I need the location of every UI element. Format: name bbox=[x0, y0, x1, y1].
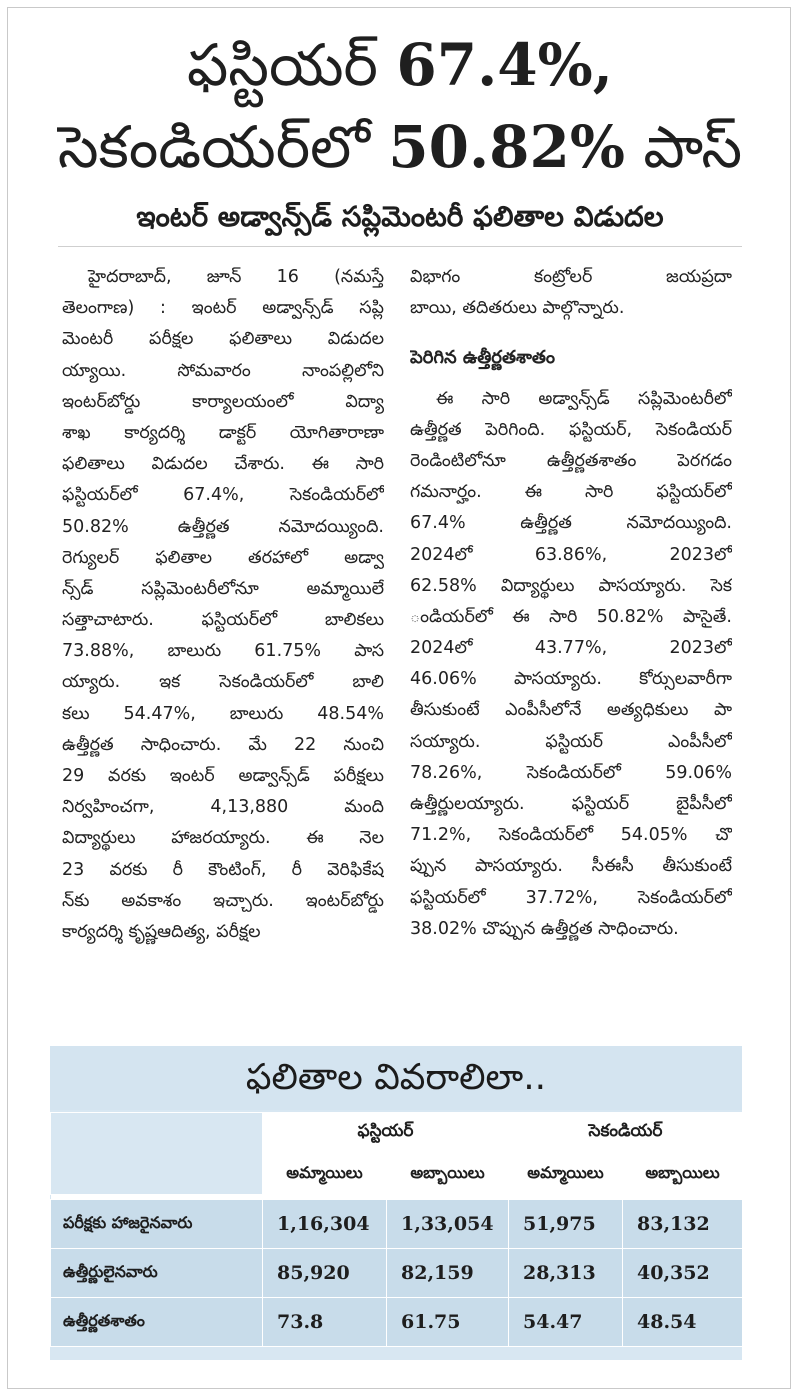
table-cell: 73.8 bbox=[263, 1298, 387, 1347]
table-cell: 61.75 bbox=[387, 1298, 509, 1347]
article-line: 73.88%, బాలురు 61.75% పాస bbox=[62, 641, 384, 662]
table-row bbox=[51, 1298, 743, 1347]
table-group-header: ఫస్టియర్ bbox=[263, 1113, 509, 1154]
article-line: ఈ సారి అడ్వాన్స్‌డ్ సప్లిమెంటరీలో bbox=[436, 388, 732, 409]
article-line: 46.06% పాసయ్యారు. కోర్సులవారీగా bbox=[410, 669, 732, 690]
article-line: న్‌కు అవకాశం ఇచ్చారు. ఇంటర్‌బోర్డు bbox=[62, 890, 384, 911]
article-line: ఫస్టియర్‌లో 67.4%, సెకండియర్‌లో bbox=[62, 485, 384, 506]
article-line: 23 వరకు రీ కౌంటింగ్, రీ వెరిఫికేష bbox=[62, 859, 384, 880]
table-row bbox=[51, 1249, 743, 1298]
table-cell: 1,16,304 bbox=[263, 1200, 387, 1249]
article-line: నిర్వహించగా, 4,13,880 మంది bbox=[62, 797, 384, 818]
table-cell: 85,920 bbox=[263, 1249, 387, 1298]
right-column bbox=[410, 262, 732, 945]
table-cell: 83,132 bbox=[623, 1200, 743, 1249]
right-column-body bbox=[410, 384, 732, 945]
article-line: కలు 54.47%, బాలురు 48.54% bbox=[62, 703, 384, 724]
article-line: 50.82% ఉత్తీర్ణత నమోదయ్యింది. bbox=[62, 516, 384, 537]
article-line: రెండింటిలోనూ ఉత్తీర్ణతశాతం పెరగడం bbox=[410, 450, 732, 471]
article-line: 29 వరకు ఇంటర్ అడ్వాన్స్‌డ్ పరీక్షలు bbox=[62, 766, 384, 786]
table-sub-header: అబ్బాయిలు bbox=[623, 1154, 743, 1195]
table-sub-header: అబ్బాయిలు bbox=[387, 1154, 509, 1195]
table-cell: 40,352 bbox=[623, 1249, 743, 1298]
right-subheading: పెరిగిన ఉత్తీర్ణతశాతం bbox=[410, 347, 555, 369]
article-line: య్యారు. ఇక సెకండియర్‌లో బాలి bbox=[62, 672, 384, 693]
article-line: 71.2%, సెకండియర్‌లో 54.05% చొ bbox=[410, 825, 732, 846]
table-group-header: సెకండియర్ bbox=[509, 1113, 743, 1154]
article-line: విభాగం కంట్రోలర్ జయప్రదా bbox=[410, 267, 732, 287]
article-line: ండియర్‌లో ఈ సారి 50.82% పాసైతే. bbox=[410, 606, 732, 627]
article-line: 78.26%, సెకండియర్‌లో 59.06% bbox=[410, 762, 732, 783]
article-line: య్యాయి. సోమవారం నాంపల్లిలోని bbox=[62, 360, 384, 381]
article-line: 38.02% చొప్పున ఉత్తీర్ణత సాధించారు. bbox=[410, 918, 679, 939]
table-cell: 48.54 bbox=[623, 1298, 743, 1347]
article-line: గమనార్హం. ఈ సారి ఫస్టియర్‌లో bbox=[410, 482, 732, 503]
article-line: రెగ్యులర్ ఫలితాల తరహాలో అడ్వా bbox=[62, 547, 384, 568]
article-line: సత్తాచాటారు. ఫస్టియర్‌లో బాలికలు bbox=[62, 610, 384, 631]
table-row-label: ఉత్తీర్ణులైనవారు bbox=[51, 1249, 263, 1298]
headline-line-2-tail: పాస్ bbox=[625, 113, 743, 181]
subheadline-rule bbox=[58, 246, 742, 247]
headline-line-2-text: సెకండియర్‌లో bbox=[57, 113, 389, 181]
table-cell: 82,159 bbox=[387, 1249, 509, 1298]
article-line: శాఖ కార్యదర్శి డాక్టర్ యోగితారాణా bbox=[62, 422, 384, 443]
article-line: తెలంగాణ) : ఇంటర్ అడ్వాన్స్‌డ్ సప్లి bbox=[62, 298, 384, 319]
headline-line-1-text: ఫస్టియర్ bbox=[187, 31, 397, 99]
article-line: విద్యార్థులు హాజరయ్యారు. ఈ నెల bbox=[62, 828, 384, 849]
table-row bbox=[51, 1200, 743, 1249]
article-line: ఉత్తీర్ణత పెరిగింది. ఫస్టియర్, సెకండియర్ bbox=[410, 419, 732, 440]
table-cell: 1,33,054 bbox=[387, 1200, 509, 1249]
headline-line-2 bbox=[0, 113, 800, 181]
table-sub-header: అమ్మాయిలు bbox=[263, 1154, 387, 1195]
right-column-top bbox=[410, 262, 732, 324]
table-cell: 28,313 bbox=[509, 1249, 623, 1298]
article-line: ఉత్తీర్ణత సాధించారు. మే 22 నుంచి bbox=[62, 734, 384, 755]
results-table bbox=[50, 1112, 743, 1347]
left-column bbox=[62, 262, 384, 948]
table-cell: 51,975 bbox=[509, 1200, 623, 1249]
article-line: సయ్యారు. ఫస్టియర్ ఎంపీసీలో bbox=[410, 731, 732, 752]
article-line: 67.4% ఉత్తీర్ణత నమోదయ్యింది. bbox=[410, 513, 732, 534]
article-line: ఇంటర్‌బోర్డు కార్యాలయంలో విద్యా bbox=[62, 391, 384, 412]
article-line: ఫలితాలు విడుదల చేశారు. ఈ సారి bbox=[62, 454, 384, 475]
article-line: తీసుకుంటే ఎంపీసీలోనే అత్యధికులు పా bbox=[410, 700, 732, 721]
article-line: 2024లో 63.86%, 2023లో bbox=[410, 544, 732, 565]
article-line: ప్పున పాసయ్యారు. సీఈసీ తీసుకుంటే bbox=[410, 856, 732, 877]
headline-line-1 bbox=[0, 31, 800, 99]
article-line: బాయి, తదితరులు పాల్గొన్నారు. bbox=[410, 298, 625, 319]
article-line: కార్యదర్శి కృష్ణఆదిత్య, పరీక్షల bbox=[62, 921, 261, 942]
table-cell: 54.47 bbox=[509, 1298, 623, 1347]
headline-line-1-number: 67.4%, bbox=[396, 31, 613, 99]
table-row-label: పరీక్షకు హాజరైనవారు bbox=[51, 1200, 263, 1249]
article-line: 2024లో 43.77%, 2023లో bbox=[410, 638, 732, 659]
results-table-box bbox=[50, 1046, 742, 1360]
article-line: న్స్‌డ్ సప్లిమెంటరీలోనూ అమ్మాయిలే bbox=[62, 578, 384, 599]
table-row-label: ఉత్తీర్ణతశాతం bbox=[51, 1298, 263, 1347]
article-line: మెంటరీ పరీక్షల ఫలితాలు విడుదల bbox=[62, 329, 384, 350]
article-line: 62.58% విద్యార్థులు పాసయ్యారు. సెక bbox=[410, 575, 732, 596]
subheadline: ఇంటర్ అడ్వాన్స్‌డ్ సప్లిమెంటరీ ఫలితాల విడుదల bbox=[136, 200, 664, 233]
article-line: హైదరాబాద్, జూన్ 16 (నమస్తే bbox=[88, 267, 384, 287]
table-sub-header: అమ్మాయిలు bbox=[509, 1154, 623, 1195]
headline-line-2-number: 50.82% bbox=[388, 113, 625, 181]
table-group-header-row bbox=[51, 1113, 743, 1154]
table-corner-cell bbox=[51, 1113, 263, 1195]
results-table-title: ఫలితాల వివరాలిలా.. bbox=[50, 1046, 742, 1110]
article-line: ఉత్తీర్ణులయ్యారు. ఫస్టియర్ బైపీసీలో bbox=[410, 794, 732, 814]
article-line: ఫస్టియర్‌లో 37.72%, సెకండియర్‌లో bbox=[410, 887, 732, 908]
